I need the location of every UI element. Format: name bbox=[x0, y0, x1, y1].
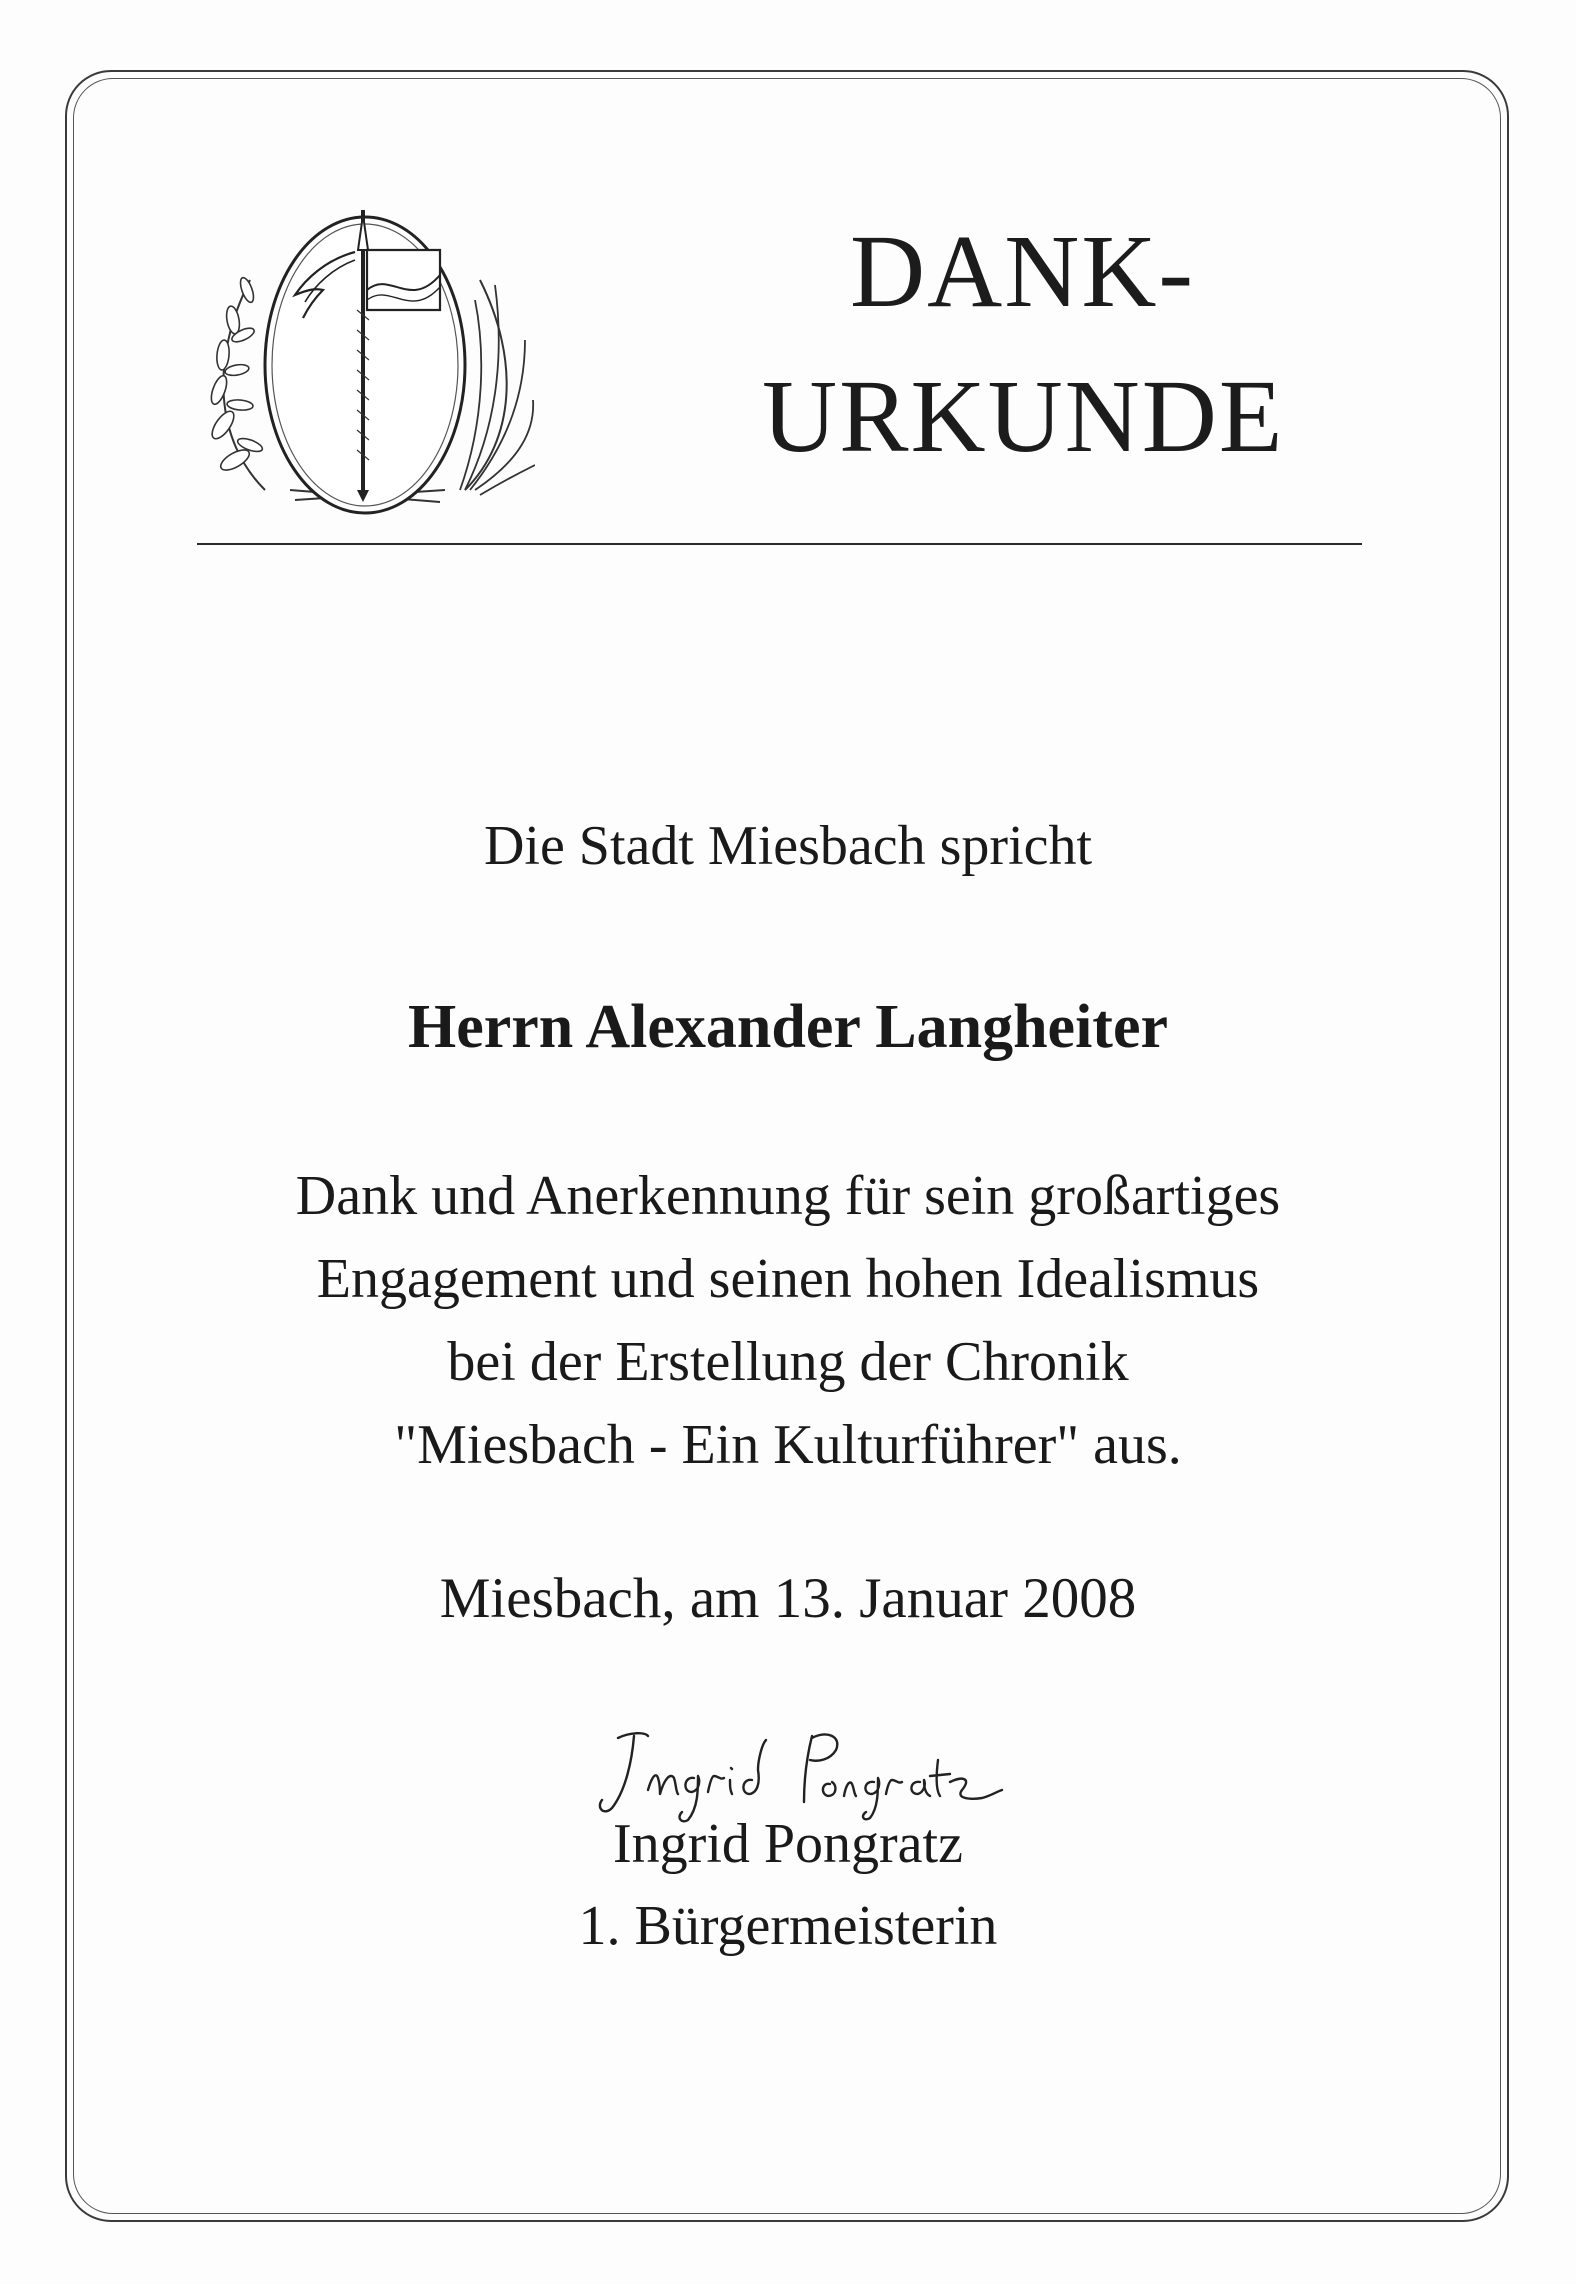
acknowledgement-line: Dank und Anerkennung für sein großartiges bbox=[295, 1165, 1281, 1227]
signer-title: 1. Bürgermeisterin bbox=[578, 1895, 998, 1957]
signer-name: Ingrid Pongratz bbox=[613, 1813, 963, 1875]
certificate-title-line-2: URKUNDE bbox=[762, 359, 1285, 474]
acknowledgement-line: Engagement und seinen hohen Idealismus bbox=[316, 1248, 1260, 1310]
recipient-name: Herrn Alexander Langheiter bbox=[408, 993, 1168, 1061]
acknowledgement-line: "Miesbach - Ein Kulturführer" aus. bbox=[394, 1414, 1182, 1476]
header-divider bbox=[197, 543, 1362, 545]
city-coat-of-arms-icon bbox=[195, 190, 535, 520]
place-and-date: Miesbach, am 13. Januar 2008 bbox=[439, 1567, 1137, 1630]
acknowledgement-line: bei der Erstellung der Chronik bbox=[447, 1331, 1129, 1393]
acknowledgement-text bbox=[0, 1165, 1576, 1500]
certificate-title-line-1: DANK- bbox=[850, 214, 1196, 329]
intro-text: Die Stadt Miesbach spricht bbox=[483, 815, 1093, 877]
